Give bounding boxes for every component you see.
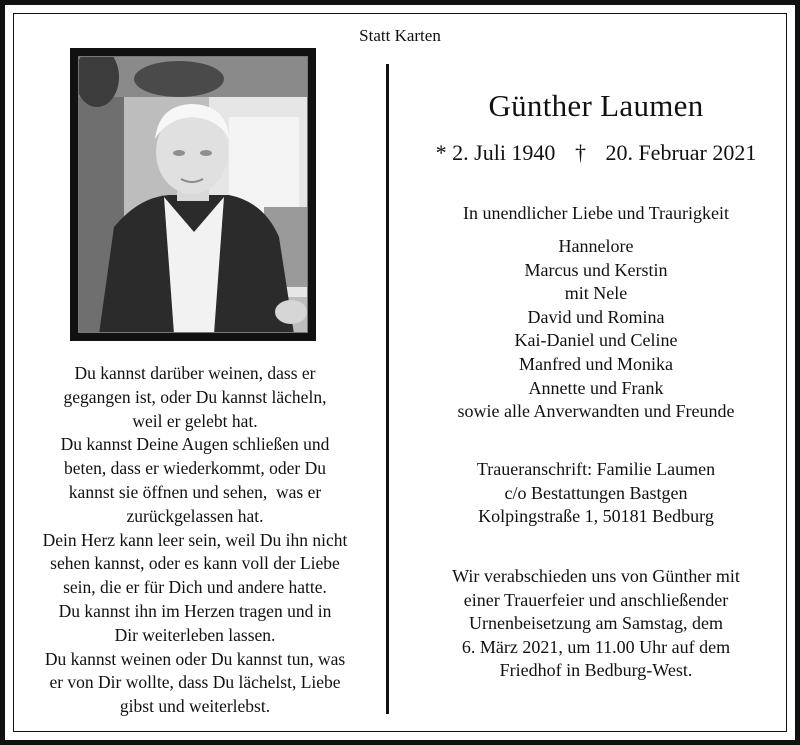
poem-line: gibst und weiterlebst. [119, 696, 271, 717]
deceased-name: Günther Laumen [488, 88, 704, 123]
death-date: 20. Februar 2021 [605, 140, 757, 165]
mourning-address [400, 458, 792, 529]
mourner-name: Kai-Daniel und Celine [514, 330, 678, 351]
poem-line: sehen kannst, oder es kann voll der Liebe [50, 553, 340, 574]
poem-line: kannst sie öffnen und sehen, was er [68, 481, 322, 502]
mourners-intro: In unendlicher Liebe und Traurigkeit [463, 203, 729, 223]
mourner-name: David und Romina [527, 306, 665, 327]
mourner-name: Manfred und Monika [519, 353, 673, 374]
portrait-illustration [79, 57, 308, 333]
mourners-list [400, 235, 792, 424]
mourner-name: Marcus und Kerstin [524, 259, 668, 280]
portrait-photo [78, 56, 308, 333]
birth-date: * 2. Juli 1940 [435, 140, 556, 165]
poem-line: Dein Herz kann leer sein, weil Du ihn nicht [42, 529, 348, 550]
poem-line: sein, die er für Dich und andere hatte. [63, 577, 327, 598]
life-dates [400, 140, 792, 166]
poem-line: Du kannst Deine Augen schließen und [60, 434, 330, 455]
poem [8, 362, 382, 719]
cross-icon: † [574, 140, 586, 165]
poem-line: er von Dir wollte, dass Du lächelst, Liebe [49, 672, 341, 693]
poem-line: gegangen ist, oder Du kannst lächeln, [63, 386, 327, 407]
mourner-name: sowie alle Anverwandten und Freunde [457, 401, 735, 422]
mourner-name: mit Nele [564, 283, 628, 304]
service-line: Friedhof in Bedburg-West. [499, 660, 693, 681]
service-line: 6. März 2021, um 11.00 Uhr auf dem [461, 636, 731, 657]
mourner-name: Hannelore [558, 236, 634, 256]
poem-line: weil er gelebt hat. [132, 410, 258, 431]
address-line: Traueranschrift: Familie Laumen [476, 459, 716, 479]
poem-line: zurückgelassen hat. [126, 505, 264, 526]
service-line: einer Trauerfeier und anschließender [463, 589, 729, 610]
poem-line: Du kannst darüber weinen, dass er [74, 363, 316, 383]
column-divider [386, 64, 389, 714]
address-line: Kolpingstraße 1, 50181 Bedburg [478, 506, 714, 527]
poem-line: Du kannst weinen oder Du kannst tun, was [44, 648, 346, 669]
header-title: Statt Karten [359, 26, 441, 45]
service-announcement [400, 565, 792, 683]
poem-line: beten, dass er wiederkommt, oder Du [64, 458, 326, 479]
poem-line: Dir weiterleben lassen. [114, 624, 276, 645]
poem-line: Du kannst ihn im Herzen tragen und in [58, 600, 332, 621]
service-line: Urnenbeisetzung am Samstag, dem [469, 613, 723, 634]
portrait-frame [70, 48, 316, 341]
address-line: c/o Bestattungen Bastgen [504, 482, 688, 503]
mourner-name: Annette und Frank [528, 377, 664, 398]
service-line: Wir verabschieden uns von Günther mit [452, 566, 740, 586]
